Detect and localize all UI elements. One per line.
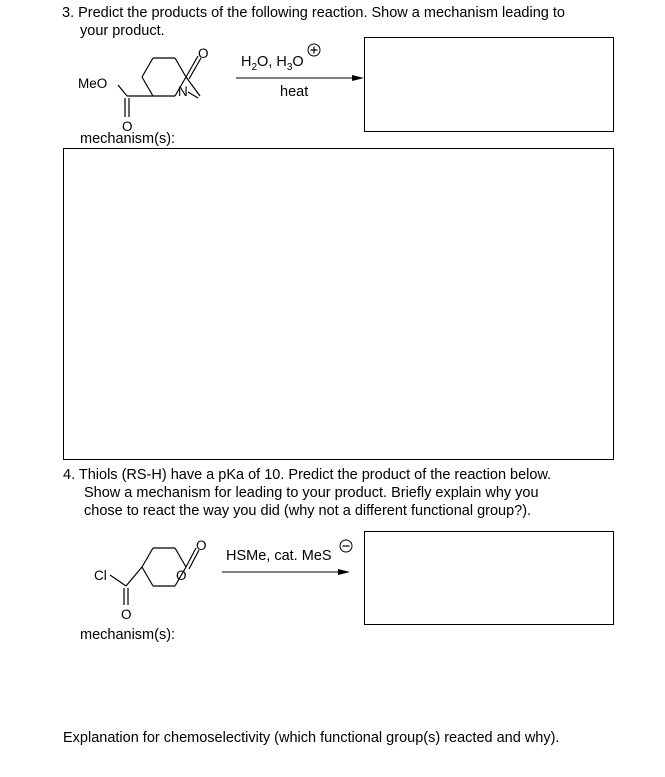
- q3-n-label: N: [178, 84, 188, 99]
- q4-prompt-line3: chose to react the way you did (why not a different functional group?).: [84, 503, 532, 519]
- q3-reagent-o: O: [292, 54, 304, 70]
- q4-mechanism-label: mechanism(s):: [80, 627, 176, 643]
- q4-ring-o-label: O: [176, 568, 187, 583]
- q3-ester-o-label: O: [122, 119, 133, 134]
- q4-prompt-line2: Show a mechanism for leading to your product. Briefly explain why you: [84, 485, 539, 501]
- q4-carbonyl-o-label: O: [196, 538, 207, 553]
- q3-reagent-o-h: O, H: [257, 54, 287, 70]
- q3-reagent-h: H: [241, 54, 252, 70]
- q3-carbonyl-o-label: O: [198, 46, 209, 61]
- q3-reagents: [241, 54, 304, 73]
- q3-prompt-line1: 3. Predict the products of the following reaction. Show a mechanism leading to: [62, 5, 565, 21]
- q3-mechanism-box[interactable]: [63, 148, 614, 460]
- q4-explanation-label: Explanation for chemoselectivity (which functional group(s) reacted and why).: [63, 730, 560, 746]
- q4-acyl-o-label: O: [121, 607, 132, 622]
- q4-reaction-arrow-icon: [222, 567, 352, 577]
- q4-product-box[interactable]: [364, 531, 614, 625]
- q3-reagent-sub2: 3: [286, 61, 293, 73]
- q4-reagents: HSMe, cat. MeS: [226, 548, 332, 564]
- q3-mechanism-label: mechanism(s):: [80, 131, 176, 147]
- q3-prompt-line2: your product.: [80, 23, 165, 39]
- q3-reagent-sub1: 2: [251, 61, 258, 73]
- q4-negative-charge-icon: [338, 538, 354, 554]
- q3-reaction-arrow-icon: [236, 73, 366, 83]
- q4-prompt-line1: 4. Thiols (RS-H) have a pKa of 10. Predict the product of the reaction below.: [63, 467, 552, 483]
- q4-reactant-structure: [80, 530, 310, 640]
- q3-positive-charge-icon: [306, 42, 322, 58]
- q3-product-box[interactable]: [364, 37, 614, 132]
- q3-meo-label: MeO: [78, 76, 108, 91]
- q3-reagent-heat: heat: [280, 84, 309, 100]
- q4-cl-label: Cl: [94, 568, 107, 583]
